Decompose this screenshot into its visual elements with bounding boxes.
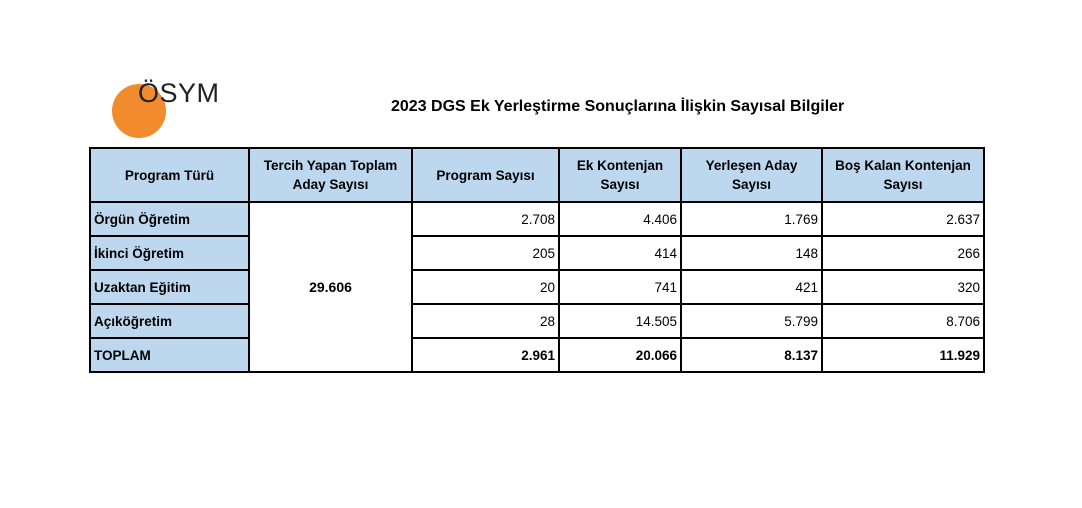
table-row xyxy=(90,202,984,236)
table-row xyxy=(90,304,984,338)
results-table xyxy=(89,147,985,373)
cell-ek: 14.505 xyxy=(559,304,681,338)
header-ek-kontenjan: Ek Kontenjan Sayısı xyxy=(559,148,681,202)
cell-bos: 266 xyxy=(822,236,984,270)
logo-text: ÖSYM xyxy=(138,78,220,108)
total-ek: 20.066 xyxy=(559,338,681,372)
osym-logo xyxy=(110,78,230,138)
cell-program: 2.708 xyxy=(412,202,559,236)
cell-ek: 4.406 xyxy=(559,202,681,236)
cell-program: 20 xyxy=(412,270,559,304)
cell-ek: 741 xyxy=(559,270,681,304)
table-total-row xyxy=(90,338,984,372)
total-bos: 11.929 xyxy=(822,338,984,372)
total-applicants-cell: 29.606 xyxy=(249,202,412,372)
header-bos-kalan: Boş Kalan Kontenjan Sayısı xyxy=(822,148,984,202)
cell-program: 205 xyxy=(412,236,559,270)
total-label: TOPLAM xyxy=(90,338,249,372)
cell-yerlesen: 5.799 xyxy=(681,304,822,338)
header-tercih-yapan: Tercih Yapan Toplam Aday Sayısı xyxy=(249,148,412,202)
total-yerlesen: 8.137 xyxy=(681,338,822,372)
cell-yerlesen: 1.769 xyxy=(681,202,822,236)
cell-program: 28 xyxy=(412,304,559,338)
cell-ek: 414 xyxy=(559,236,681,270)
header-program-sayisi: Program Sayısı xyxy=(412,148,559,202)
cell-bos: 320 xyxy=(822,270,984,304)
cell-yerlesen: 421 xyxy=(681,270,822,304)
row-label: Örgün Öğretim xyxy=(90,202,249,236)
table-row xyxy=(90,270,984,304)
page-title: 2023 DGS Ek Yerleştirme Sonuçlarına İlişkin Sayısal Bilgiler xyxy=(391,98,845,115)
header-program-turu: Program Türü xyxy=(90,148,249,202)
cell-bos: 8.706 xyxy=(822,304,984,338)
header-yerlesen-aday: Yerleşen Aday Sayısı xyxy=(681,148,822,202)
row-label: Uzaktan Eğitim xyxy=(90,270,249,304)
cell-yerlesen: 148 xyxy=(681,236,822,270)
row-label: İkinci Öğretim xyxy=(90,236,249,270)
table-header-row xyxy=(90,148,984,202)
row-label: Açıköğretim xyxy=(90,304,249,338)
total-program: 2.961 xyxy=(412,338,559,372)
table-row xyxy=(90,236,984,270)
cell-bos: 2.637 xyxy=(822,202,984,236)
